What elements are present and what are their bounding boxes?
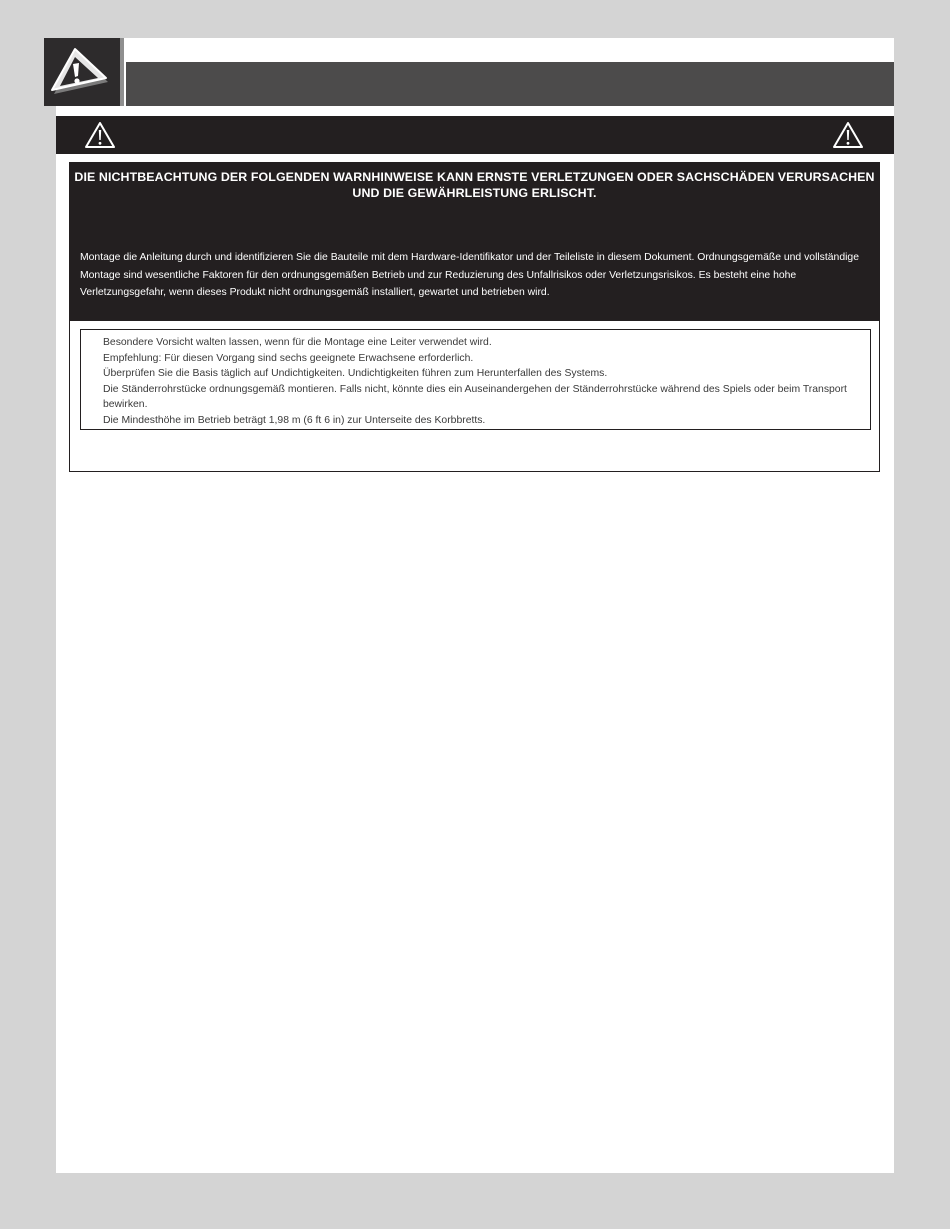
warning-dark-block <box>70 163 879 321</box>
warning-list-item: Überprüfen Sie die Basis täglich auf Undichtigkeiten. Undichtigkeiten führen zum Herunterfallen des Systems. <box>103 368 608 379</box>
warning-list-item: Empfehlung: Für diesen Vorgang sind sechs geeignete Erwachsene erforderlich. <box>103 352 474 364</box>
warning-list-item: Die Mindesthöhe im Betrieb beträgt 1,98 m (6 ft 6 in) zur Unterseite des Korbbretts. <box>103 414 486 426</box>
warning-intro: Montage die Anleitung durch und identifizieren Sie die Bauteile mit dem Hardware-Identifikator und der Teileliste in diesem Dokument. Ordnungsgemäße und vollständige Montage sind wesentliche Faktoren für den ordnungsgemäßen Betrieb und zur Reduzierung des Unfallrisikos oder Verletzungsrisikos. Es besteht eine hohe Verletzungsgefahr, wenn dieses Produkt nicht ordnungsgemäß installiert, gewartet und betrieben wird. <box>80 252 859 298</box>
warning-list-box <box>80 329 871 430</box>
header-bar <box>126 62 894 106</box>
warning-list-item: Die Ständerrohrstücke ordnungsgemäß montieren. Falls nicht, könnte dies ein Auseinandergehen der Ständerrohrstücke während des Spiels oder beim Transport bewirken. <box>103 383 847 410</box>
warning-triangle-icon <box>84 121 116 154</box>
header-icon-box <box>44 38 124 106</box>
header-icon-edge <box>120 38 124 106</box>
warning-list-item: Besondere Vorsicht walten lassen, wenn für die Montage eine Leiter verwendet wird. <box>103 337 492 348</box>
warning-title-bar <box>56 116 894 154</box>
warning-list <box>81 330 870 428</box>
warning-triangle-icon <box>832 121 864 154</box>
warning-panel <box>69 162 880 472</box>
warning-headline: DIE NICHTBEACHTUNG DER FOLGENDEN WARNHINWEISE KANN ERNSTE VERLETZUNGEN ODER SACHSCHÄDEN VERURSACHEN UND DIE GEWÄHRLEISTUNG ERLISCHT. <box>74 170 875 200</box>
